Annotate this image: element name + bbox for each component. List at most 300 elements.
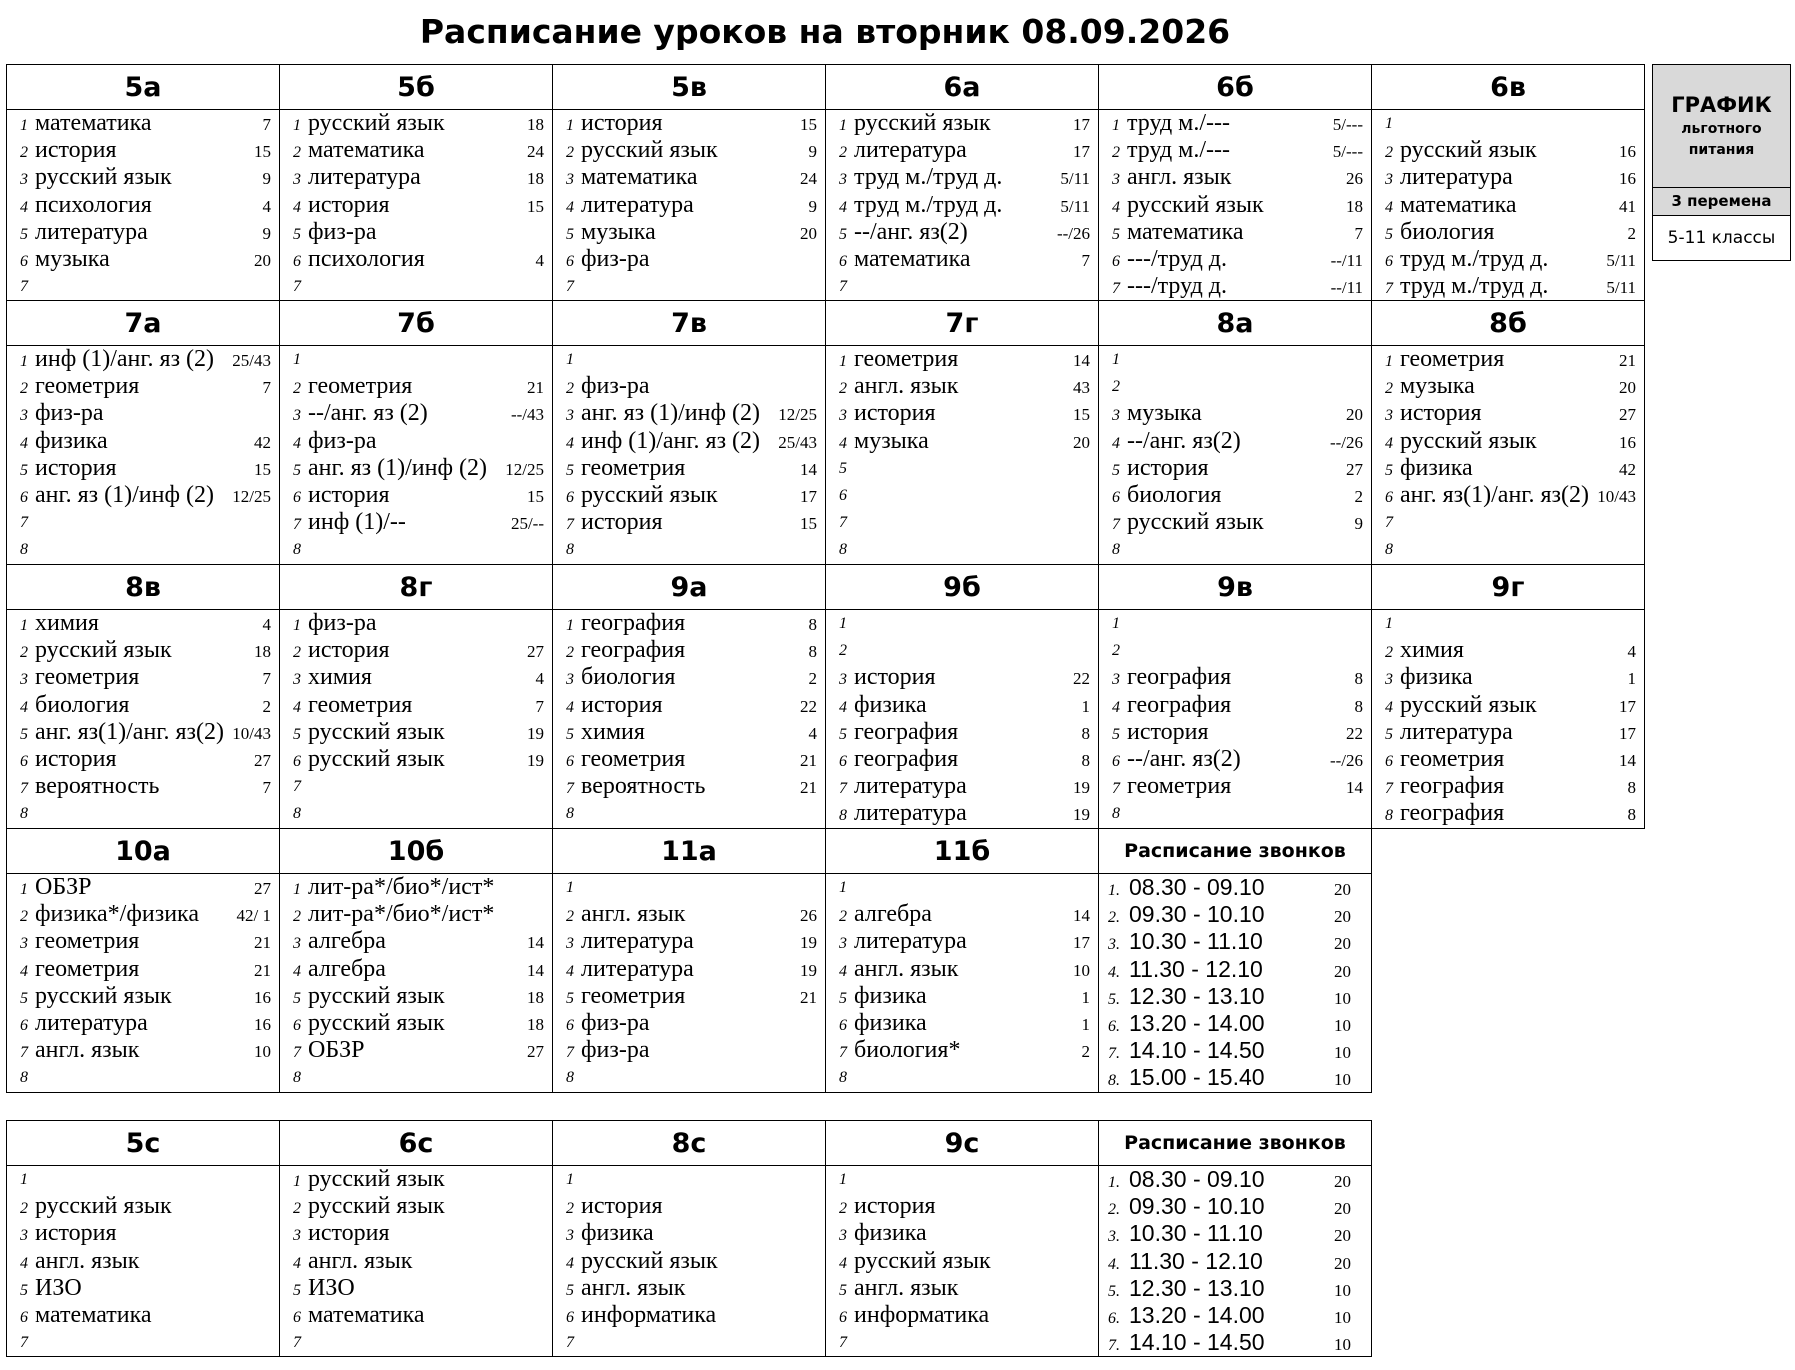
lesson-number: 1 [1112,615,1120,632]
lesson-row [826,246,1098,273]
class-lessons [826,346,1099,565]
lesson-row [280,509,552,536]
lesson-list [826,346,1098,564]
class-name: 6в [1372,65,1645,110]
lesson-number: 6 [566,252,574,270]
lesson-number: 4. [1108,963,1120,981]
subject: физ-ра [581,245,650,272]
page-title: Расписание уроков на вторник 08.09.2026 [419,12,1231,51]
class-lessons [1372,610,1645,829]
subject: инф (1)/анг. яз (2) [581,427,761,454]
bell-time: 14.10 - 14.50 [1129,1329,1265,1356]
subject: ОБЗР [308,1037,365,1064]
lesson-row [1099,610,1371,637]
subject: математика [35,1301,152,1328]
break-minutes: 20 [1334,1226,1351,1246]
lesson-row [553,637,825,664]
lesson-row [553,246,825,273]
room: 18 [527,169,544,189]
bell-time: 10.30 - 11.10 [1129,1220,1263,1247]
lesson-number: 6. [1108,1017,1120,1035]
lesson-number: 8 [839,807,847,825]
lesson-row [553,536,825,563]
subject: биология [35,691,130,718]
lesson-row [1372,746,1644,773]
lesson-number: 6. [1108,1309,1120,1327]
lesson-row [826,746,1098,773]
lesson-row [826,956,1098,983]
lesson-number: 3 [20,935,28,953]
lesson-row [7,1329,279,1356]
lesson-row [553,400,825,427]
bell-row [1099,1220,1371,1247]
room: 16 [1619,142,1636,162]
room: 27 [254,750,271,770]
lesson-row [826,536,1098,563]
lesson-number: 5 [20,725,28,743]
lesson-row [826,373,1098,400]
subject: русский язык [1400,691,1537,718]
lesson-number: 4 [839,962,847,980]
lesson-row [826,192,1098,219]
lesson-number: 1 [20,617,28,634]
subject: история [35,1220,117,1247]
lesson-row [826,455,1098,482]
room: 7 [535,696,544,716]
lesson-row [7,1220,279,1247]
lesson-number: 6 [1112,488,1120,506]
subject: география [1127,664,1232,691]
class-lessons [7,874,280,1093]
class-lessons [553,1166,826,1357]
lesson-number: 1 [839,879,847,896]
lesson-number: 1 [20,881,28,898]
room: 22 [800,696,817,716]
room: 21 [1619,351,1636,370]
lesson-row [7,664,279,691]
lesson-number: 2 [839,1200,847,1218]
lesson-row [826,137,1098,164]
class-lessons [1372,110,1645,301]
lesson-number: 5. [1108,1282,1120,1300]
lesson-list [7,874,279,1092]
room: 41 [1619,196,1636,216]
room: 1 [1627,669,1636,689]
subject: информатика [854,1301,990,1328]
class-name: 9б [826,565,1099,610]
lesson-row [1099,455,1371,482]
lesson-row [553,1220,825,1247]
lesson-list [1372,610,1644,828]
lesson-row [553,1275,825,1302]
schedule-band [6,1120,1645,1357]
bell-time: 10.30 - 11.10 [1129,928,1263,955]
subject: труд м./труд д. [1400,245,1549,272]
subject: география [854,718,959,745]
room: 20 [1073,432,1090,452]
lesson-list [1099,110,1371,300]
subject: литература [581,191,694,218]
room: 43 [1073,378,1090,398]
lesson-number: 4 [20,198,28,216]
subject: математика [35,110,152,136]
subject: биология [1400,218,1495,245]
class-lessons [280,1166,553,1357]
class-name: 8с [553,1121,826,1166]
subject: математика [1400,191,1517,218]
lesson-number: 7 [20,1334,28,1352]
room: 19 [800,960,817,980]
lesson-number: 2 [20,644,28,662]
room: 8 [808,615,817,634]
lesson-row [553,800,825,827]
lesson-number: 4. [1108,1255,1120,1273]
lesson-number: 3 [1385,671,1393,689]
lesson-row [553,956,825,983]
subject: англ. язык [35,1247,140,1274]
bell-time: 12.30 - 13.10 [1129,982,1265,1009]
lesson-number: 4 [293,1254,301,1272]
lesson-row [7,746,279,773]
subject: физика [35,427,108,454]
lesson-row [280,692,552,719]
lesson-number: 8. [1108,1072,1120,1090]
room: 7 [262,778,271,798]
lesson-row [826,482,1098,509]
lesson-number: 6 [293,752,301,770]
lesson-row [553,874,825,901]
room: 17 [1073,142,1090,162]
lesson-number: 5 [293,1281,301,1299]
lesson-number: 5 [566,1281,574,1299]
subject: история [581,110,663,136]
room: 21 [527,378,544,398]
bell-time: 09.30 - 10.10 [1129,1193,1265,1220]
class-lessons [1372,346,1645,565]
subject: ОБЗР [35,874,92,900]
lesson-number: 1. [1108,882,1120,899]
room: 24 [527,142,544,162]
subject: русский язык [1127,191,1264,218]
class-name: 6б [1099,65,1372,110]
class-name: 9г [1372,565,1645,610]
room: 1 [1081,1014,1090,1034]
lesson-number: 2 [839,144,847,162]
subject: вероятность [581,773,706,800]
lesson-number: 8 [839,1069,847,1087]
room: 4 [535,669,544,689]
lesson-row [826,219,1098,246]
lesson-number: 4 [20,698,28,716]
subject: математика [1127,218,1244,245]
lesson-row [553,1193,825,1220]
room: 26 [800,906,817,926]
subject: химия [1400,637,1464,664]
lesson-list [1099,610,1371,828]
lesson-number: 5 [566,461,574,479]
lesson-number: 3 [293,407,301,425]
class-lessons [826,610,1099,829]
lesson-number: 4 [293,698,301,716]
lesson-row [1099,137,1371,164]
room: 8 [808,642,817,662]
lesson-row [280,273,552,300]
lesson-number: 1 [20,353,28,370]
lesson-number: 2 [566,644,574,662]
subject: англ. язык [581,1274,686,1301]
lesson-row [826,901,1098,928]
class-lessons [826,1166,1099,1357]
room: 42 [1619,459,1636,479]
room: 15 [800,115,817,134]
meal-classes-label: 5-11 классы [1667,228,1776,248]
lesson-row [1099,164,1371,191]
lesson-row [826,800,1098,827]
lesson-number: 6 [839,252,847,270]
room: --/11 [1330,278,1363,298]
meal-schedule-box [1652,64,1791,261]
empty-cell [1372,829,1645,874]
subject: история [581,1193,663,1220]
room: 22 [1073,669,1090,689]
break-minutes: 20 [1334,1199,1351,1219]
lesson-number: 6 [20,488,28,506]
lesson-number: 1 [293,881,301,898]
room: 5/11 [1606,278,1636,298]
class-lessons [826,874,1099,1093]
lesson-row [7,428,279,455]
subject: физ-ра [581,373,650,400]
subject: физика [854,1220,927,1247]
lesson-list [1099,346,1371,564]
subject: анг. яз(1)/анг. яз(2) [1400,481,1589,508]
subject: литература [1400,164,1513,191]
subject: история [35,745,117,772]
subject: литература [854,800,967,827]
lesson-number: 5 [293,225,301,243]
lesson-number: 3 [839,935,847,953]
lesson-list [553,110,825,300]
lesson-row [553,746,825,773]
lesson-number: 7 [1385,780,1393,798]
lesson-number: 4 [293,434,301,452]
bell-row [1099,1193,1371,1220]
bell-row [1099,1302,1371,1329]
room: 24 [800,169,817,189]
lesson-number: 5 [839,989,847,1007]
lesson-number: 5 [566,989,574,1007]
room: 2 [262,696,271,716]
room: 25/43 [232,351,271,370]
lesson-number: 5 [1112,725,1120,743]
subject: психология [308,245,425,272]
lesson-number: 5 [20,225,28,243]
lesson-number: 5 [293,989,301,1007]
lesson-row [280,874,552,901]
room: 14 [1619,750,1636,770]
lesson-number: 5. [1108,990,1120,1008]
lesson-list [280,610,552,828]
lesson-number: 4 [566,962,574,980]
lesson-row [280,1010,552,1037]
lesson-number: 1 [1112,117,1120,134]
room: 19 [1073,805,1090,825]
subject: литература [581,955,694,982]
lesson-row [1099,746,1371,773]
class-lessons [280,110,553,301]
break-minutes: 10 [1334,1307,1351,1327]
lesson-number: 7 [20,278,28,296]
lesson-row [1372,637,1644,664]
class-name: 7г [826,301,1099,346]
lesson-number: 3. [1108,1228,1120,1246]
class-lessons [7,1166,280,1357]
room: 14 [527,960,544,980]
room: 8 [1627,805,1636,825]
class-name: 6а [826,65,1099,110]
bell-time: 12.30 - 13.10 [1129,1274,1265,1301]
lesson-row [1372,192,1644,219]
subject: инф (1)/-- [308,509,406,536]
lesson-row [7,1302,279,1329]
lesson-row [280,664,552,691]
subject: геометрия [35,373,140,400]
subject: химия [308,664,372,691]
subject: химия [581,718,645,745]
lesson-row [553,110,825,137]
lesson-number: 5 [20,461,28,479]
lesson-number: 5 [1385,461,1393,479]
lesson-number: 7 [566,1334,574,1352]
room: 9 [808,196,817,216]
lesson-row [553,273,825,300]
subject: литература [35,218,148,245]
room: 15 [254,459,271,479]
room: 25/-- [510,514,544,534]
room: 4 [808,723,817,743]
class-name: 9с [826,1121,1099,1166]
lesson-number: 4 [1112,698,1120,716]
subject: история [854,400,936,427]
lesson-row [7,346,279,373]
lesson-row [280,1302,552,1329]
room: 16 [1619,169,1636,189]
lesson-number: 1 [293,1173,301,1190]
lesson-number: 3 [839,407,847,425]
lesson-row [7,219,279,246]
lesson-row [280,1275,552,1302]
subject: ---/труд д. [1127,245,1228,272]
lesson-row [1372,800,1644,827]
lesson-row [7,1064,279,1091]
lesson-number: 7 [293,778,301,796]
lesson-number: 4 [839,434,847,452]
lesson-row [1372,164,1644,191]
lesson-number: 3 [20,671,28,689]
lesson-row [280,928,552,955]
lesson-list [280,874,552,1092]
subject: физ-ра [581,1037,650,1064]
lesson-number: 3 [1112,171,1120,189]
subject: ИЗО [35,1274,82,1301]
room: --/26 [1056,223,1090,243]
break-minutes: 10 [1334,1335,1351,1355]
lesson-number: 3 [1385,171,1393,189]
lesson-row [553,928,825,955]
lesson-row [553,1064,825,1091]
lesson-row [280,1064,552,1091]
class-name: 10б [280,829,553,874]
lesson-row [826,664,1098,691]
lesson-number: 1 [839,353,847,370]
subject: англ. язык [854,373,959,400]
lesson-number: 4 [1385,698,1393,716]
lesson-row [280,536,552,563]
subject: физ-ра [308,610,377,636]
subject: физ-ра [35,400,104,427]
lesson-number: 7 [566,1044,574,1062]
room: 21 [800,750,817,770]
subject: математика [308,137,425,164]
subject: труд м./труд д. [854,164,1003,191]
room: 42 [254,432,271,452]
subject: русский язык [308,982,445,1009]
lesson-row [826,610,1098,637]
room: 25/43 [778,432,817,452]
schedule-band [6,828,1645,1093]
lesson-number: 7 [293,516,301,534]
class-lessons [280,610,553,829]
subject: музыка [581,218,656,245]
lesson-row [1099,637,1371,664]
class-name: 11а [553,829,826,874]
lesson-number: 4 [293,962,301,980]
lesson-row [7,192,279,219]
lesson-number: 3 [293,1227,301,1245]
room: 8 [1354,669,1363,689]
room: 10 [254,1042,271,1062]
lesson-row [1372,509,1644,536]
subject: русский язык [35,637,172,664]
lesson-row [280,773,552,800]
subject: математика [308,1301,425,1328]
subject: русский язык [581,1247,718,1274]
lesson-row [1099,110,1371,137]
subject: история [581,691,663,718]
lesson-number: 7 [839,514,847,532]
subject: лит-ра*/био*/ист* [308,901,495,928]
subject: русский язык [35,164,172,191]
room: 14 [1073,906,1090,926]
subject: физика [854,1009,927,1036]
subject: география [854,745,959,772]
lesson-number: 7. [1108,1337,1120,1355]
lesson-row [1099,773,1371,800]
lesson-number: 4 [839,1254,847,1272]
lesson-number: 2 [1112,378,1120,396]
subject: математика [854,245,971,272]
class-name: 10а [7,829,280,874]
lesson-list [7,110,279,300]
class-name: 8б [1372,301,1645,346]
lesson-row [280,610,552,637]
lesson-row [1372,773,1644,800]
subject: история [1400,400,1482,427]
class-lessons [1099,346,1372,565]
break-minutes: 20 [1334,880,1351,899]
lesson-number: 7 [20,780,28,798]
lesson-row [826,719,1098,746]
